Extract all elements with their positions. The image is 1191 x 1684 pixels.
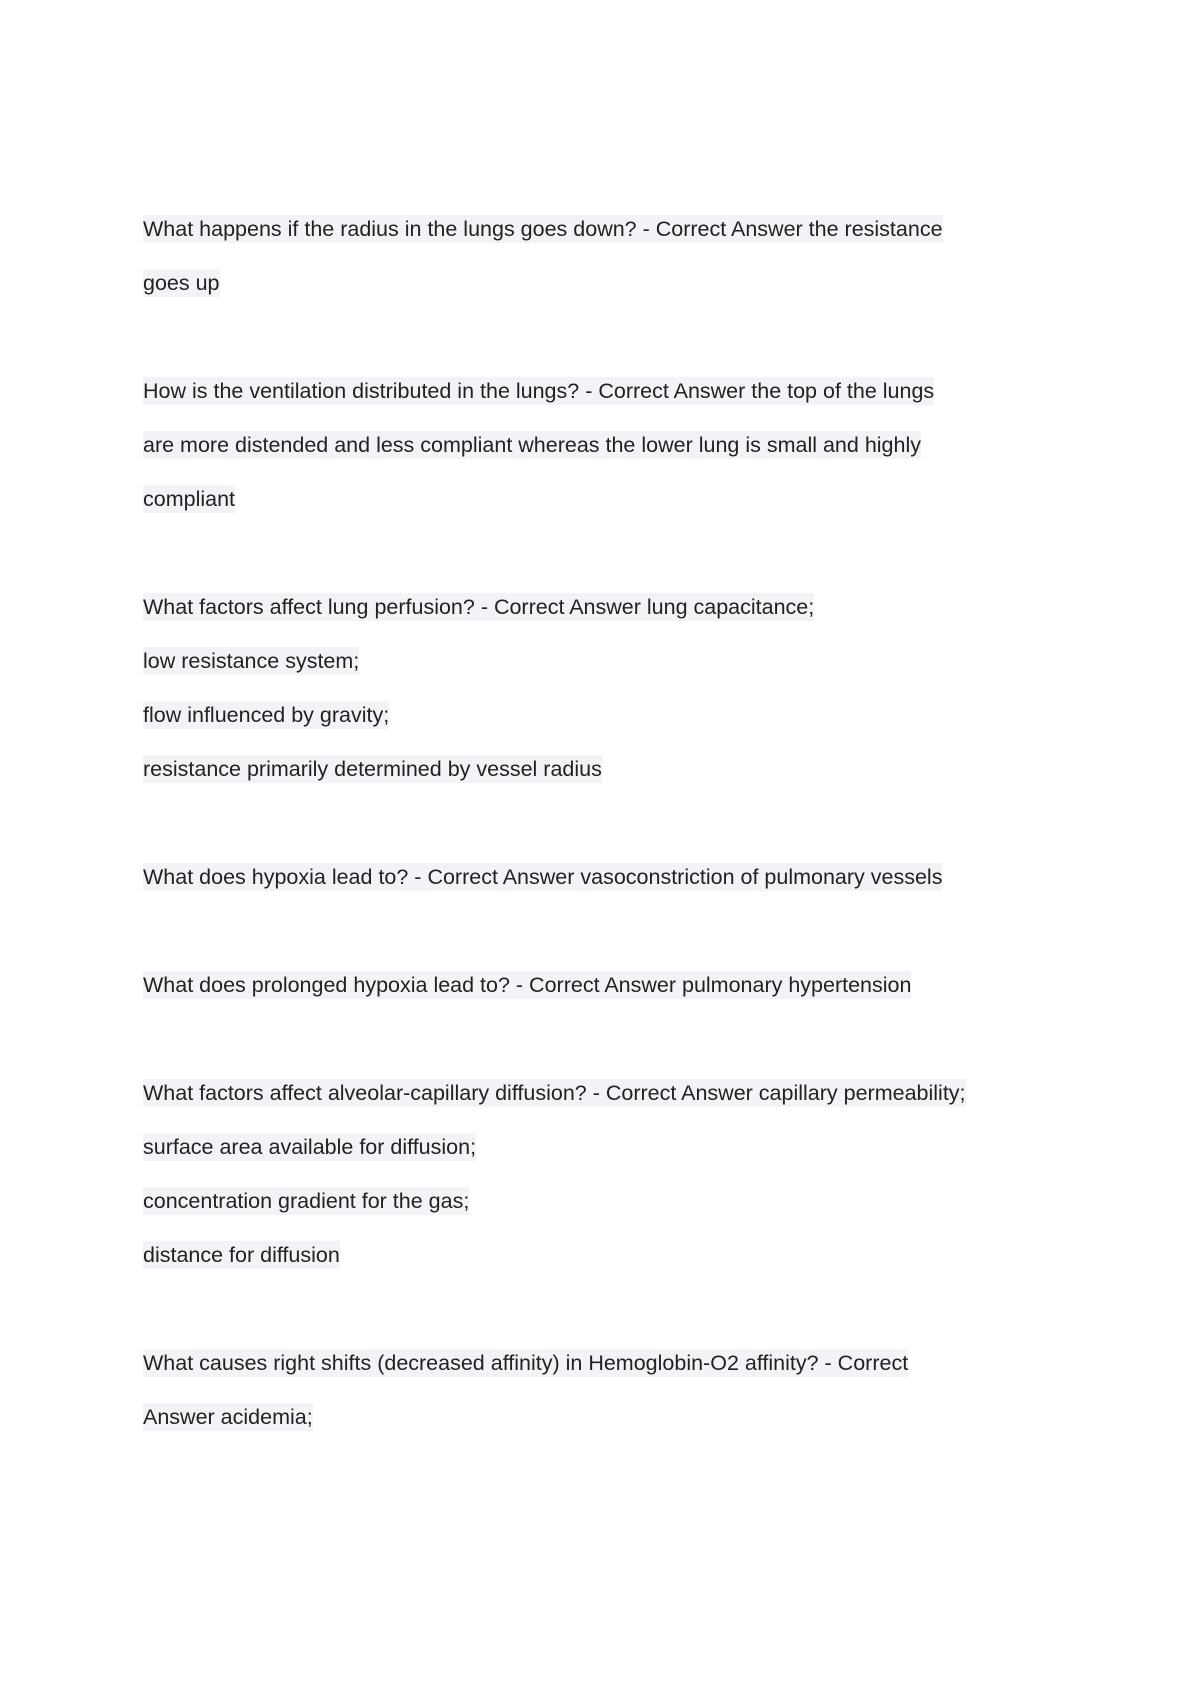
qa-3-line-3-text: flow influenced by gravity;: [143, 703, 390, 727]
qa-6-line-2: [143, 1132, 476, 1162]
qa-6-line-3: [143, 1186, 469, 1216]
qa-1-line-2: [143, 268, 220, 298]
qa-1-line-2-text: goes up: [143, 271, 220, 295]
qa-2-line-1-text: How is the ventilation distributed in the lungs? - Correct Answer the top of the lungs: [143, 379, 935, 403]
qa-3-line-4-text: resistance primarily determined by vessel radius: [143, 757, 602, 781]
qa-3-line-4: [143, 754, 602, 784]
qa-3-line-2: [143, 646, 359, 676]
qa-6-line-2-text: surface area available for diffusion;: [143, 1135, 477, 1159]
qa-7-line-1: [143, 1348, 908, 1378]
qa-2-line-2: [143, 430, 921, 460]
qa-7-line-1-text: What causes right shifts (decreased affinity) in Hemoglobin-O2 affinity? - Correct: [143, 1351, 909, 1375]
qa-2-line-3-text: compliant: [143, 487, 236, 511]
qa-2-line-1: [143, 376, 934, 406]
qa-6-line-1-text: What factors affect alveolar-capillary diffusion? - Correct Answer capillary permeability;: [143, 1081, 966, 1105]
qa-2-line-3: [143, 484, 235, 514]
qa-1-line-1-text: What happens if the radius in the lungs goes down? - Correct Answer the resistance: [143, 217, 943, 241]
qa-3-line-1: [143, 592, 814, 622]
qa-6-line-4: [143, 1240, 340, 1270]
qa-3-line-2-text: low resistance system;: [143, 649, 360, 673]
qa-7-line-2-text: Answer acidemia;: [143, 1405, 313, 1429]
qa-3-line-3: [143, 700, 389, 730]
qa-6-line-4-text: distance for diffusion: [143, 1243, 340, 1267]
qa-2-line-2-text: are more distended and less compliant whereas the lower lung is small and highly: [143, 433, 921, 457]
qa-7-line-2: [143, 1402, 313, 1432]
qa-5-line-1-text: What does prolonged hypoxia lead to? - Correct Answer pulmonary hypertension: [143, 973, 912, 997]
qa-3-line-1-text: What factors affect lung perfusion? - Correct Answer lung capacitance;: [143, 595, 815, 619]
qa-5-line-1: [143, 970, 911, 1000]
qa-1-line-1: [143, 214, 943, 244]
qa-4-line-1-text: What does hypoxia lead to? - Correct Answer vasoconstriction of pulmonary vessels: [143, 865, 943, 889]
qa-6-line-1: [143, 1078, 966, 1108]
qa-4-line-1: [143, 862, 942, 892]
qa-6-line-3-text: concentration gradient for the gas;: [143, 1189, 470, 1213]
